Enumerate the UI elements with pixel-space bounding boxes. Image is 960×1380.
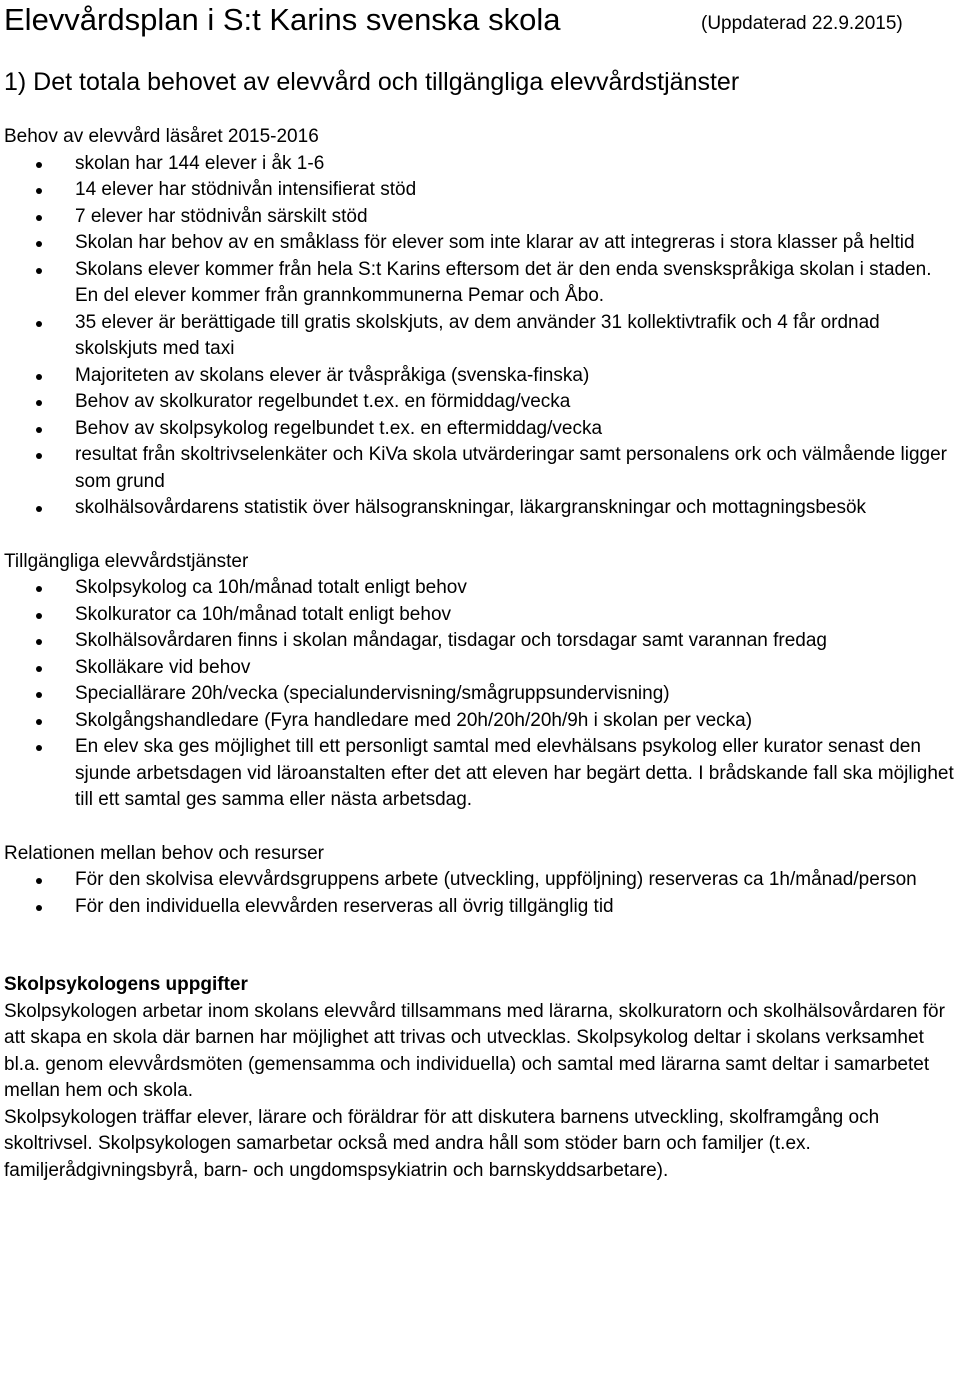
relation-heading: Relationen mellan behov och resurser — [4, 842, 325, 864]
list-item: 7 elever har stödnivån särskilt stöd — [75, 204, 958, 231]
paragraph: Skolpsykologen arbetar inom skolans elevvård tillsammans med lärarna, skolkuratorn och skolhälsovårdaren för att skapa en skola där barnen har möjlighet att trivas och utvecklas. Skolpsykolog deltar i skolans verksamhet bl.a. genom elevvårdsmöten (gemensamma och individuella) och samtal med lärarna samt deltar i samarbetet mellan hem och skola. — [4, 1000, 945, 1101]
needs-list — [4, 151, 958, 522]
list-item: En elev ska ges möjlighet till ett personligt samtal med elevhälsans psykolog eller kurator senast den sjunde arbetsdagen vid läroanstalten efter det att eleven har begärt detta. I brådskande fall ska möjlighet till ett samtal ges samma eller nästa arbetsdag. — [75, 734, 958, 814]
psychologist-heading: Skolpsykologens uppgifter — [4, 974, 248, 995]
needs-heading: Behov av elevvård läsåret 2015-2016 — [4, 126, 319, 147]
psychologist-block — [4, 972, 958, 1184]
document-title: Elevvårdsplan i S:t Karins svenska skola — [4, 2, 561, 37]
list-item: Skolgångshandledare (Fyra handledare med 20h/20h/20h/9h i skolan per vecka) — [75, 708, 958, 735]
list-item: Speciallärare 20h/vecka (specialundervisning/smågruppsundervisning) — [75, 681, 958, 708]
document-page — [4, 0, 958, 1184]
list-item: Skolkurator ca 10h/månad totalt enligt behov — [75, 602, 958, 629]
header — [4, 0, 958, 40]
list-item: Behov av skolkurator regelbundet t.ex. en förmiddag/vecka — [75, 389, 958, 416]
list-item: Majoriteten av skolans elever är tvåspråkiga (svenska-finska) — [75, 363, 958, 390]
list-item: Skolhälsovårdaren finns i skolan måndagar, tisdagar och torsdagar samt varannan fredag — [75, 628, 958, 655]
needs-block — [4, 124, 958, 522]
services-heading: Tillgängliga elevvårdstjänster — [4, 550, 249, 572]
updated-date: (Uppdaterad 22.9.2015) — [701, 13, 903, 34]
list-item: Skolan har behov av en småklass för elever som inte klarar av att integreras i stora klasser på heltid — [75, 230, 958, 257]
section-heading: 1) Det totala behovet av elevvård och tillgängliga elevvårdstjänster — [4, 68, 740, 96]
list-item: resultat från skoltrivselenkäter och KiVa skola utvärderingar samt personalens ork och välmående ligger som grund — [75, 442, 958, 495]
paragraph: Skolpsykologen träffar elever, lärare och föräldrar för att diskutera barnens utveckling, skolframgång och skoltrivsel. Skolpsykologen samarbetar också med andra håll som stöder barn och familjer (t.ex. familjerådgivningsbyrå, barn- och ungdomspsykiatrin och barnskyddsarbetare). — [4, 1106, 880, 1181]
list-item: Skolans elever kommer från hela S:t Karins eftersom det är den enda svenskspråkiga skolan i staden. En del elever kommer från grannkommunerna Pemar och Åbo. — [75, 257, 958, 310]
services-list — [4, 575, 958, 814]
list-item: Skolläkare vid behov — [75, 655, 958, 682]
list-item: 14 elever har stödnivån intensifierat stöd — [75, 177, 958, 204]
list-item: 35 elever är berättigade till gratis skolskjuts, av dem använder 31 kollektivtrafik och 4 får ordnad skolskjuts med taxi — [75, 310, 958, 363]
relation-block — [4, 841, 958, 921]
list-item: För den skolvisa elevvårdsgruppens arbete (utveckling, uppföljning) reserveras ca 1h/månad/person — [75, 867, 958, 894]
list-item: Skolpsykolog ca 10h/månad totalt enligt behov — [75, 575, 958, 602]
list-item: skolan har 144 elever i åk 1-6 — [75, 151, 958, 178]
services-block — [4, 549, 958, 814]
list-item: För den individuella elevvården reserveras all övrig tillgänglig tid — [75, 894, 958, 921]
list-item: Behov av skolpsykolog regelbundet t.ex. en eftermiddag/vecka — [75, 416, 958, 443]
relation-list — [4, 867, 958, 920]
list-item: skolhälsovårdarens statistik över hälsogranskningar, läkargranskningar och mottagningsbesök — [75, 495, 958, 522]
